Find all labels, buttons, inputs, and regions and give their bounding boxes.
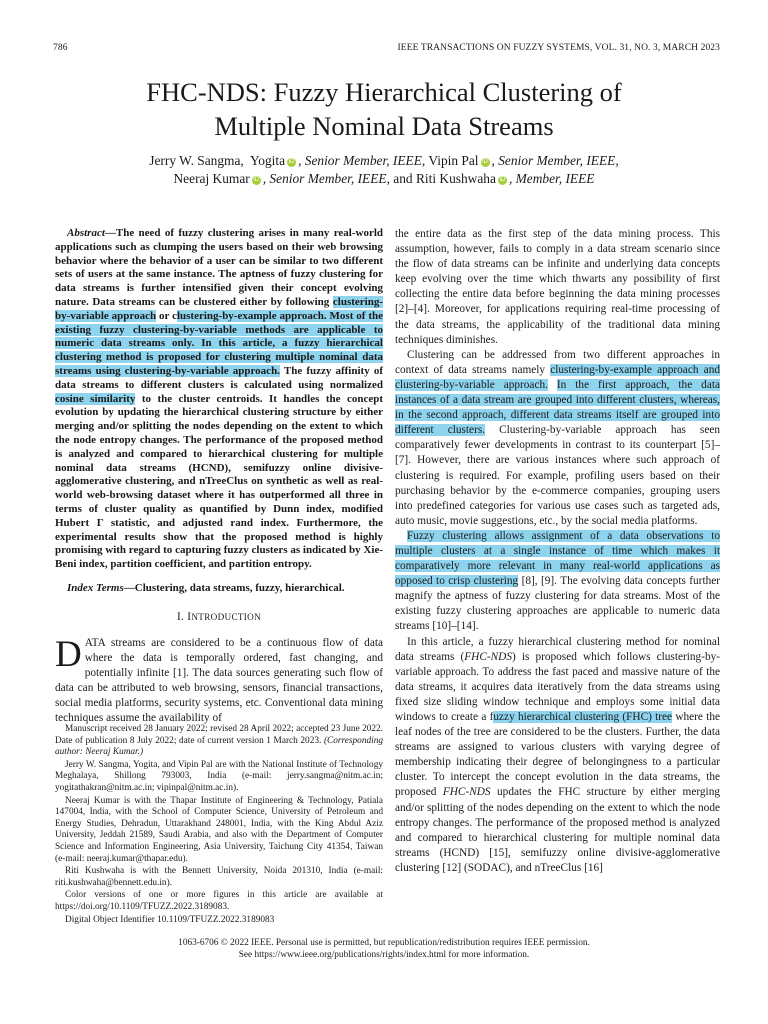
copyright-line: 1063-6706 © 2022 IEEE. Personal use is permitted, but republication/redistribution requires IEEE permission. bbox=[178, 938, 590, 948]
introduction-paragraph: DATA streams are considered to be a continuous flow of data where the data is temporally ordered, fast changing, and potentially infinite [1]. The data sources generating such flow of data can be attributed to web browsing, sensors, financial transactions, social media platforms, security systems, etc. Conventional data mining techniques assume the availability of bbox=[55, 634, 383, 725]
drop-cap: D bbox=[55, 634, 82, 676]
title-line-1: FHC-NDS: Fuzzy Hierarchical Clustering of bbox=[146, 77, 622, 107]
highlight: Fuzzy clustering allows assignment of a data observations to multiple clusters at a single instance of time which makes it comparatively more relevant in many real-world applications as opposed to crisp clustering bbox=[395, 529, 720, 588]
highlight: clustering-by-variable approach bbox=[55, 295, 383, 322]
abstract-lead: Abstract bbox=[67, 227, 105, 239]
right-column bbox=[395, 227, 720, 876]
footnote-color: Color versions of one or more figures in this article are available at https://doi.org/10.1109/TFUZZ.2022.3189083. bbox=[55, 890, 383, 912]
highlight: In the first approach, the data instances of a data stream are grouped into different clusters, whereas, in the second approach, different data streams itself are grouped into different clusters. bbox=[395, 378, 720, 437]
highlight: clustering-by-example approach and clustering-by-variable approach. bbox=[395, 363, 720, 391]
copyright-footer bbox=[60, 938, 708, 961]
footnote-affiliation: Riti Kushwaha is with the Bennett University, Noida 201310, India (e-mail: riti.kushwaha@bennett.edu.in). bbox=[55, 866, 383, 888]
rights-link-line: See https://www.ieee.org/publications/rights/index.html for more information. bbox=[238, 949, 530, 960]
title-line-2: Multiple Nominal Data Streams bbox=[214, 111, 554, 141]
orcid-icon[interactable] bbox=[287, 158, 296, 167]
highlight: cosine similarity bbox=[55, 392, 136, 405]
left-column bbox=[55, 227, 383, 727]
footnotes bbox=[55, 724, 383, 927]
page-number: 786 bbox=[53, 43, 68, 53]
journal-info: IEEE TRANSACTIONS ON FUZZY SYSTEMS, VOL. 31, NO. 3, MARCH 2023 bbox=[397, 43, 720, 53]
index-terms: Index Terms—Clustering, data streams, fuzzy, hierarchical. bbox=[67, 581, 345, 594]
orcid-icon[interactable] bbox=[498, 176, 507, 185]
author-5-role: , Member, IEEE bbox=[508, 171, 595, 186]
paper-title bbox=[60, 75, 708, 143]
author-3-role: , Senior Member, IEEE, bbox=[491, 153, 619, 168]
footnote-affiliation: Jerry W. Sangma, Yogita, and Vipin Pal are with the National Institute of Technology Meghalaya, Shillong 793003, India (e-mail: jerry.sangma@nitm.ac.in; yogitathakran@nitm.ac.in; vipinpal@nitm.ac.in). bbox=[55, 759, 383, 793]
footnote-affiliation: Neeraj Kumar is with the Thapar Institute of Engineering & Technology, Patiala 147004, India, with the School of Computer Science, University of Petroleum and Energy Studies, Dehradun, Uttarakhand 248001, India, with the King Abdul Aziz University, Jeddah 21589, Saudi Arabia, and also with the Department of Computer Science and Information Engineering, Asia University, Taichung City 41354, Taiwan (e-mail: neeraj.kumar@thapar.edu). bbox=[55, 795, 383, 864]
body-paragraph: Fuzzy clustering allows assignment of a data observations to multiple clusters at a single instance of time which makes it comparatively more relevant in many real-world applications as opposed to crisp clustering [8], [9]. The evolving data concepts further magnify the aptness of fuzzy clustering for data streams. Most of the existing fuzzy clustering approaches are applicable to numeric data streams [10]–[14]. bbox=[395, 529, 721, 633]
author-4-role: , Senior Member, IEEE, bbox=[262, 171, 390, 186]
footnote-manuscript: Manuscript received 28 January 2022; revised 28 April 2022; accepted 23 June 2022. Date of publication 8 July 2022; date of current version 1 March 2023. (Corresponding author: Neeraj Kumar.) bbox=[55, 724, 383, 758]
section-heading-introduction: I. INTRODUCTION bbox=[176, 610, 262, 623]
body-paragraph: In this article, a fuzzy hierarchical clustering method for nominal data streams (FHC-NDS) is proposed which follows clustering-by-variable approach. To address the fast paced and massive nature of the data streams, it acquires data iteratively from the data streams using fixed size sliding window technique and employs some initial data windows to create a fuzzy hierarchical clustering (FHC) tree where the leaf nodes of the tree are considered to be the clusters. Further, the data streams are assigned to various clusters with varying degree of membership indicating their degree of belongingness to a particular cluster. To intercept the concept evolution in the data streams, the proposed FHC-NDS updates the FHC structure by either merging and/or splitting of the nodes depending on the extent to which the node entropy changes. The performance of the proposed method is analyzed and compared to hierarchical clustering for multiple nominal data streams (HCND) [15], semifuzzy online divisive-agglomerative clustering [12] (SODAC), and nTreeClus [16] bbox=[395, 635, 721, 874]
body-paragraph: Clustering can be addressed from two different approaches in context of data streams namely clustering-by-example approach and clustering-by-variable approach. In the first approach, the data instances of a data stream are grouped into different clusters, whereas, in the second approach, different data streams itself are grouped into different clusters. Clustering-by-variable approach has seen comparatively fewer developments in contrast to its counterpart [5]–[7]. However, there are various instances where such approach of clustering is required. For example, profiling users based on their purchasing behavior by the e-commerce companies, grouping users into predefined categories for various use cases such as targeted ads, auto music, movie suggestions, etc., by the social media platforms. bbox=[395, 348, 720, 527]
highlight: uzzy hierarchical clustering (FHC) tree bbox=[493, 711, 673, 723]
abstract: Abstract—The need of fuzzy clustering arises in many real-world applications such as clumping the users based on their web browsing behavior where the behavior of a user can be similar to two different sets of users at the same instance. The aptness of fuzzy clustering for data streams is further intensified given their concept evolving nature. Data streams can be clustered either by following clustering-by-variable approach or clustering-by-example approach. Most of the existing fuzzy clustering-by-variable methods are applicable to numeric data streams only. In this article, a fuzzy hierarchical clustering method is proposed for clustering multiple nominal data streams using clustering-by-variable approach. The fuzzy affinity of data streams to different clusters is calculated using normalized cosine similarity to the cluster centroids. It handles the concept evolution by updating the hierarchical clustering structure by either merging and/or splitting the nodes depending on the extent to which the node entropy changes. The performance of the proposed method is analyzed and compared to hierarchical clustering for multiple nominal data streams (HCND), semifuzzy online divisive-agglomerative clustering, and nTreeClus on synthetic as well as real-world web-browsing dataset where it has outperformed all three in terms of cluster quality as quantified by Dunn index, modified Hubert Γ statistic, and adjusted rand index. Furthermore, the experimental results show that the proposed method is highly promising with regard to capturing fuzzy clusters as indicated by Xie-Beni index, partition coefficient, and partition entropy. bbox=[55, 227, 383, 571]
orcid-icon[interactable] bbox=[481, 158, 490, 167]
author-3: Vipin Pal bbox=[428, 153, 479, 168]
running-header bbox=[53, 43, 720, 57]
orcid-icon[interactable] bbox=[252, 176, 261, 185]
footnote-doi: Digital Object Identifier 10.1109/TFUZZ.2022.3189083 bbox=[65, 914, 275, 925]
author-1: Jerry W. Sangma, bbox=[149, 153, 244, 168]
author-2-role: , Senior Member, IEEE, bbox=[298, 153, 426, 168]
author-5: and Riti Kushwaha bbox=[393, 171, 496, 186]
author-4: Neeraj Kumar bbox=[173, 171, 250, 186]
body-paragraph: the entire data as the first step of the data mining process. This assumption, however, fails to comply in a data stream scenario since the flow of data streams can be infinite and underlying data concepts keep evolving over the time which thwarts any possibility of first collecting the entire data before beginning the data mining processes [2]–[4]. Moreover, for applications requiring real-time processing of the data streams, the applicability of the traditional data mining techniques diminishes. bbox=[395, 228, 720, 346]
author-list bbox=[60, 152, 708, 188]
author-2: Yogita bbox=[249, 153, 286, 168]
highlight: lustering-by-example approach. Most of the existing fuzzy clustering-by-variable methods are applicable to numeric data streams only. In this article, a fuzzy hierarchical clustering method is proposed for clustering multiple nominal data streams using clustering-by-variable approach. bbox=[55, 309, 383, 377]
